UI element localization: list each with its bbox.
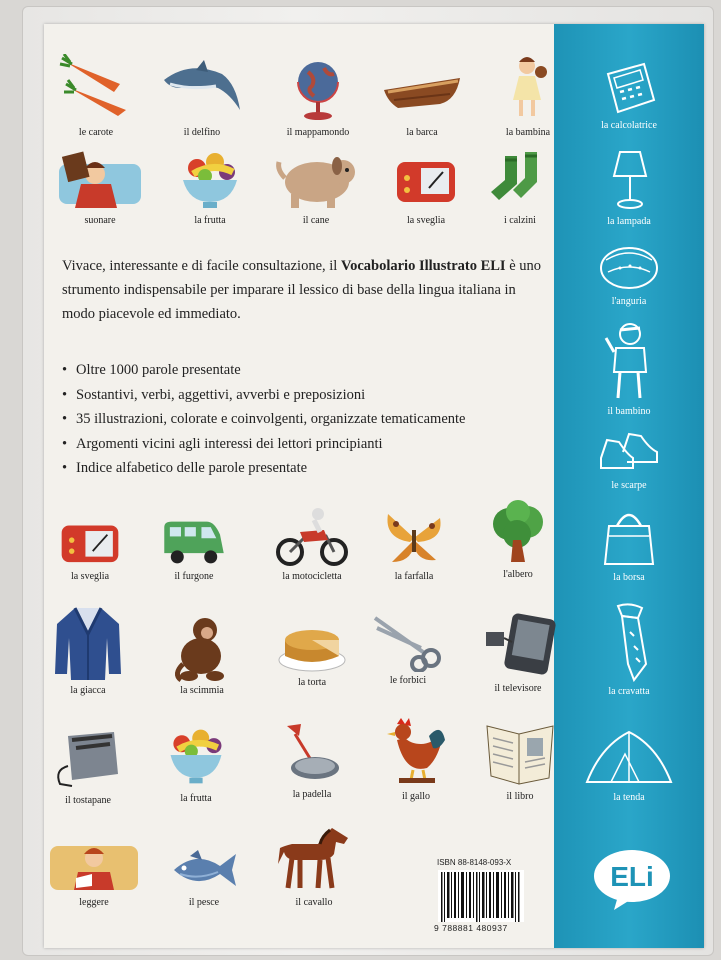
picture-cell xyxy=(150,846,258,908)
sidebar-label: le scarpe xyxy=(611,480,647,491)
feature-list xyxy=(62,358,542,481)
sidebar-label: la lampada xyxy=(607,216,651,227)
feature-item: • Argomenti vicini agli interessi dei lettori principianti xyxy=(62,432,542,457)
sidebar-label: la borsa xyxy=(613,572,645,583)
sidebar-label: la tenda xyxy=(613,792,645,803)
picture-cell xyxy=(368,54,476,138)
feature-item: • Oltre 1000 parole presentate xyxy=(62,358,542,383)
picture-label: il pesce xyxy=(188,897,220,908)
picture-label: la scimmia xyxy=(180,685,224,696)
feature-item: • Sostantivi, verbi, aggettivi, avverbi e preposizioni xyxy=(62,383,542,408)
picture-cell xyxy=(46,148,154,226)
picture-cell xyxy=(262,148,370,226)
picture-label: il delfino xyxy=(183,127,221,138)
dolphin-icon xyxy=(160,54,244,124)
frying-pan-icon xyxy=(279,720,345,786)
motorcycle-icon xyxy=(274,504,350,568)
barcode-number: 9 788881 480937 xyxy=(434,923,508,933)
picture-cell xyxy=(140,516,248,582)
carrots-icon xyxy=(56,54,136,124)
tent-icon xyxy=(581,726,677,788)
globe-icon xyxy=(288,54,348,124)
picture-label: la padella xyxy=(292,789,332,800)
picture-label: la frutta xyxy=(180,793,212,804)
barcode-icon xyxy=(438,870,524,922)
toaster-icon xyxy=(52,726,124,792)
sidebar-label: il bambino xyxy=(607,406,651,417)
lamp-icon xyxy=(604,146,654,212)
picture-label: la sveglia xyxy=(70,571,110,582)
sidebar-item xyxy=(554,60,704,131)
watermelon-icon xyxy=(598,242,660,292)
girl-icon xyxy=(503,54,553,124)
description-paragraph xyxy=(62,254,542,326)
description-text: Vivace, interessante e di facile consultazione, il xyxy=(62,258,341,274)
picture-cell xyxy=(156,148,264,226)
sidebar-item xyxy=(554,600,704,697)
book-icon xyxy=(483,716,557,788)
isbn-text: ISBN 88-8148-093-X xyxy=(437,858,512,867)
picture-cell xyxy=(258,720,366,800)
fish-icon xyxy=(168,846,240,894)
picture-label: il gallo xyxy=(401,791,431,802)
socks-icon xyxy=(485,148,555,212)
monkey-icon xyxy=(169,614,235,682)
sidebar-label: l'anguria xyxy=(611,296,647,307)
picture-cell xyxy=(264,54,372,138)
alarm-clock-icon xyxy=(391,148,461,212)
picture-cell xyxy=(34,726,142,806)
boy-icon xyxy=(602,320,656,402)
picture-label: il mappamondo xyxy=(286,127,350,138)
rooster-icon xyxy=(383,714,449,788)
sidebar-item xyxy=(554,146,704,227)
sidebar-label: la calcolatrice xyxy=(601,120,657,131)
book-title: Vocabolario Illustrato ELI xyxy=(340,258,506,274)
feature-item: • 35 illustrazioni, colorate e coinvolgenti, organizzate tematicamente xyxy=(62,407,542,432)
picture-cell xyxy=(42,54,150,138)
sidebar-item xyxy=(554,726,704,803)
picture-label: suonare xyxy=(84,215,116,226)
picture-cell xyxy=(372,148,480,226)
picture-cell xyxy=(142,722,250,804)
picture-label: l'albero xyxy=(503,569,533,580)
fruit-bowl-icon xyxy=(175,148,245,212)
description-text: è uno strumento indispensabile per imparare il lessico di base della lingua italiana in modo piacevole ed immediato. xyxy=(62,258,542,322)
jacket-icon xyxy=(53,604,123,682)
boat-icon xyxy=(380,54,464,124)
picture-cell xyxy=(260,824,368,908)
cake-icon xyxy=(277,616,347,674)
sidebar-item xyxy=(554,506,704,583)
picture-label: la barca xyxy=(406,127,438,138)
feature-item: • Indice alfabetico delle parole presentate xyxy=(62,456,542,481)
picture-label: la frutta xyxy=(194,215,226,226)
picture-label: il cavallo xyxy=(295,897,333,908)
sidebar-item xyxy=(554,242,704,307)
sidebar-item xyxy=(554,320,704,417)
picture-label: la giacca xyxy=(70,685,106,696)
horse-icon xyxy=(274,824,354,894)
logo-text: ELi xyxy=(610,861,654,892)
picture-label: il tostapane xyxy=(65,795,111,806)
reading-icon xyxy=(46,842,142,894)
picture-label: il televisore xyxy=(494,683,542,694)
picture-cell xyxy=(36,516,144,582)
picture-cell xyxy=(360,508,468,582)
picture-cell xyxy=(148,54,256,138)
picture-cell xyxy=(362,714,470,802)
picture-cell xyxy=(258,616,366,688)
tree-icon xyxy=(487,500,549,566)
picture-label: il libro xyxy=(506,791,534,802)
calculator-icon xyxy=(600,60,658,116)
picture-label: la sveglia xyxy=(406,215,446,226)
picture-label: il cane xyxy=(302,215,330,226)
picture-label: la bambina xyxy=(505,127,551,138)
butterfly-icon xyxy=(382,508,446,568)
scissors-icon xyxy=(371,612,445,672)
tie-icon xyxy=(602,600,656,682)
fruit-bowl-icon xyxy=(163,722,229,790)
picture-label: i calzini xyxy=(504,215,536,226)
shoes-icon xyxy=(597,428,661,476)
television-icon xyxy=(480,608,556,680)
picture-cell xyxy=(40,842,148,908)
publisher-logo xyxy=(590,846,674,917)
picture-label: leggere xyxy=(79,897,109,908)
playing-music-icon xyxy=(55,148,145,212)
dog-icon xyxy=(271,148,361,212)
eli-logo-icon xyxy=(590,846,674,912)
picture-cell xyxy=(258,504,366,582)
picture-label: le forbici xyxy=(389,675,427,686)
handbag-icon xyxy=(601,506,657,568)
van-icon xyxy=(158,516,230,568)
sidebar-label: la cravatta xyxy=(608,686,650,697)
picture-label: la torta xyxy=(297,677,327,688)
picture-label: le carote xyxy=(78,127,114,138)
picture-cell xyxy=(148,614,256,696)
alarm-clock-icon xyxy=(58,516,122,568)
picture-label: la farfalla xyxy=(394,571,434,582)
picture-cell xyxy=(354,612,462,686)
picture-label: il furgone xyxy=(174,571,214,582)
picture-cell xyxy=(34,604,142,696)
sidebar-item xyxy=(554,428,704,491)
picture-label: la motocicletta xyxy=(282,571,342,582)
